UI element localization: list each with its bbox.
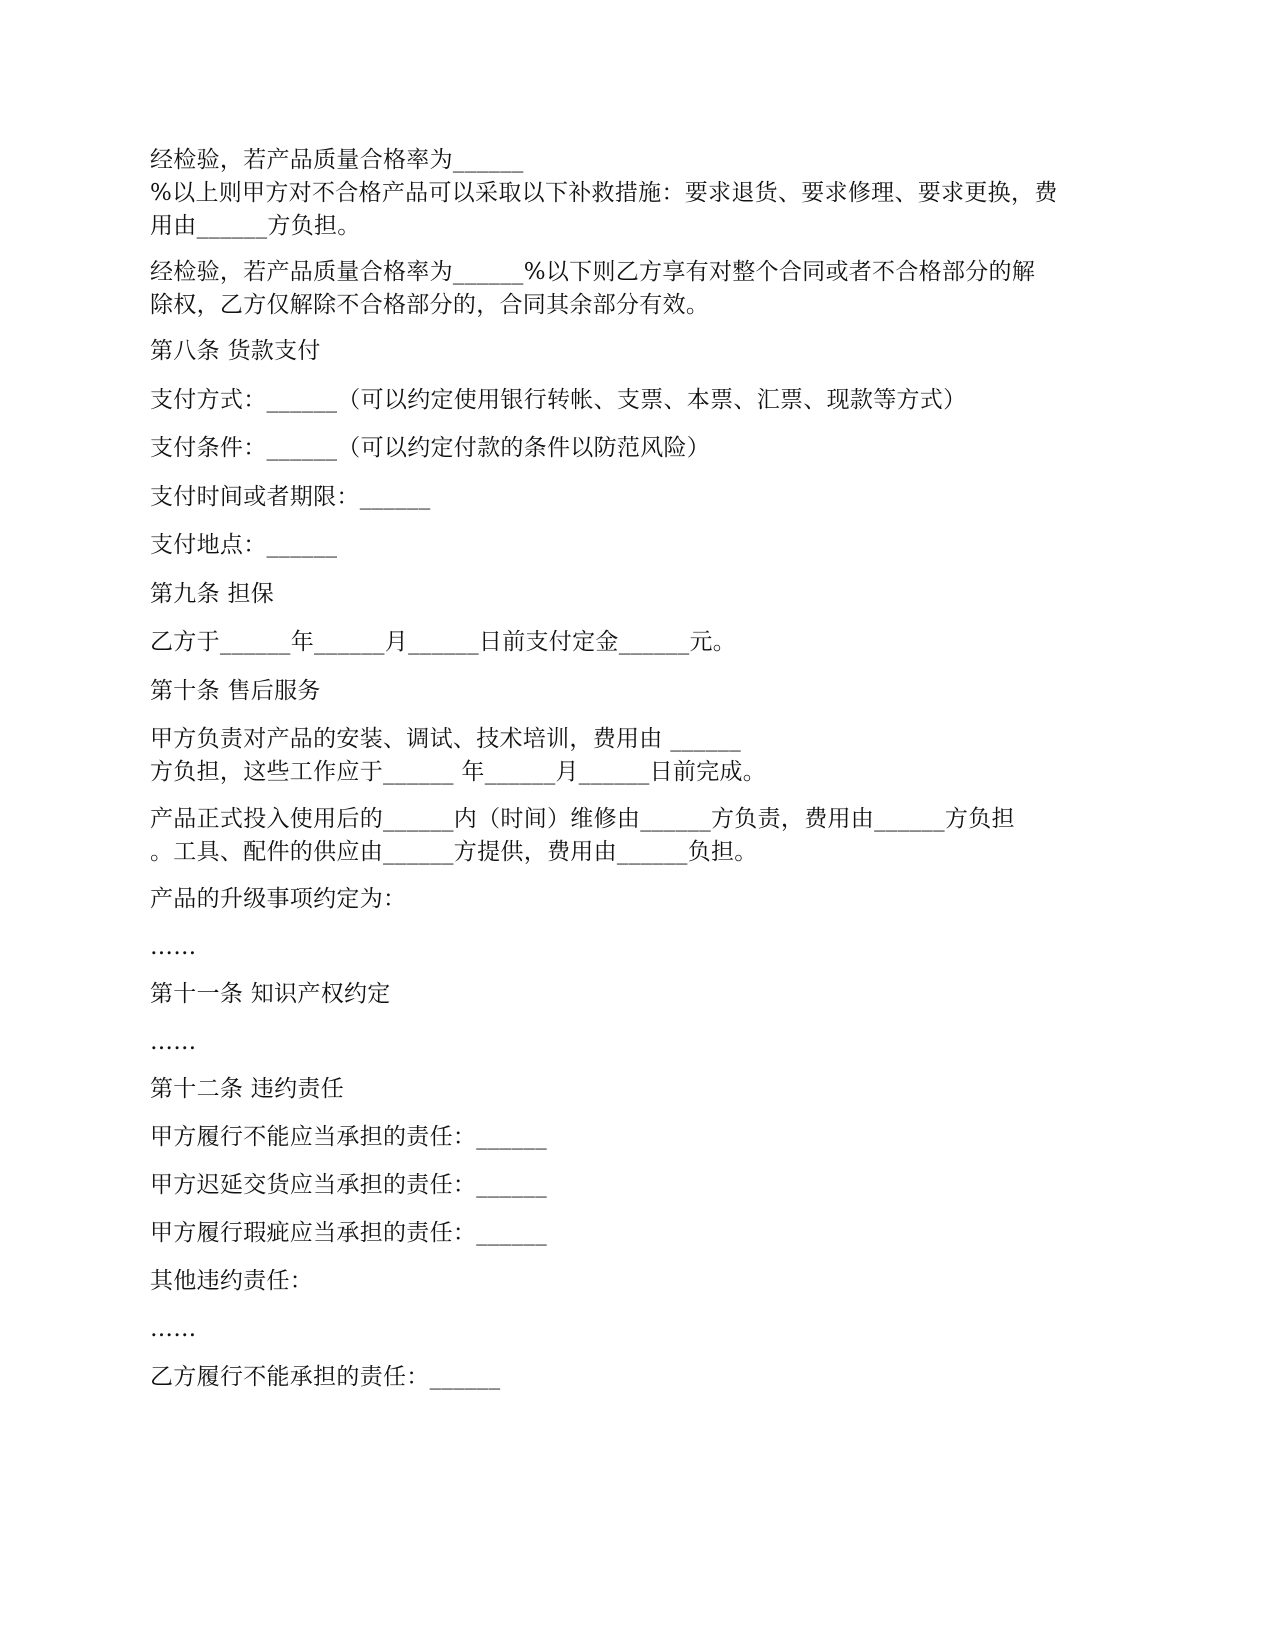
party-b-nonperformance-line: 乙方履行不能承担的责任：______: [150, 1364, 501, 1390]
ellipsis-3: ……: [150, 1316, 197, 1342]
article-12-heading: 第十二条 违约责任: [150, 1076, 345, 1102]
installation-cont-line: 方负担，这些工作应于______ 年______月______日前完成。: [150, 759, 767, 785]
maintenance-line: 产品正式投入使用后的______内（时间）维修由______方负责，费用由______方负担: [150, 806, 1015, 832]
ellipsis-1: ……: [150, 934, 197, 960]
rescission-line: 经检验，若产品质量合格率为______%以下则乙方享有对整个合同或者不合格部分的解: [150, 259, 1036, 285]
payment-time-line: 支付时间或者期限：______: [150, 484, 431, 510]
upgrade-line: 产品的升级事项约定为：: [150, 886, 407, 912]
deposit-line: 乙方于______年______月______日前支付定金______元。: [150, 629, 737, 655]
payment-place-line: 支付地点：______: [150, 532, 338, 558]
rescission-cont-line: 除权，乙方仅解除不合格部分的，合同其余部分有效。: [150, 292, 710, 318]
installation-line: 甲方负责对产品的安装、调试、技术培训，费用由 ______: [150, 726, 742, 752]
payment-condition-line: 支付条件：______（可以约定付款的条件以防范风险）: [150, 435, 711, 461]
other-liability-line: 其他违约责任：: [150, 1268, 314, 1294]
article-11-heading: 第十一条 知识产权约定: [150, 981, 391, 1007]
article-8-heading: 第八条 货款支付: [150, 338, 321, 364]
remedy-cost-line: 用由______方负担。: [150, 213, 361, 239]
payment-method-line: 支付方式：______（可以约定使用银行转帐、支票、本票、汇票、现款等方式）: [150, 387, 967, 413]
party-a-delay-line: 甲方迟延交货应当承担的责任：______: [150, 1172, 547, 1198]
article-9-heading: 第九条 担保: [150, 581, 275, 607]
party-a-nonperformance-line: 甲方履行不能应当承担的责任：______: [150, 1124, 547, 1150]
quality-rate-line: 经检验，若产品质量合格率为______: [150, 147, 524, 173]
maintenance-cont-line: 。工具、配件的供应由______方提供，费用由______负担。: [150, 839, 758, 865]
remedy-measures-line: %以上则甲方对不合格产品可以采取以下补救措施：要求退货、要求修理、要求更换，费: [150, 180, 1058, 206]
article-10-heading: 第十条 售后服务: [150, 678, 321, 704]
party-a-defect-line: 甲方履行瑕疵应当承担的责任：______: [150, 1220, 547, 1246]
ellipsis-2: ……: [150, 1029, 197, 1055]
